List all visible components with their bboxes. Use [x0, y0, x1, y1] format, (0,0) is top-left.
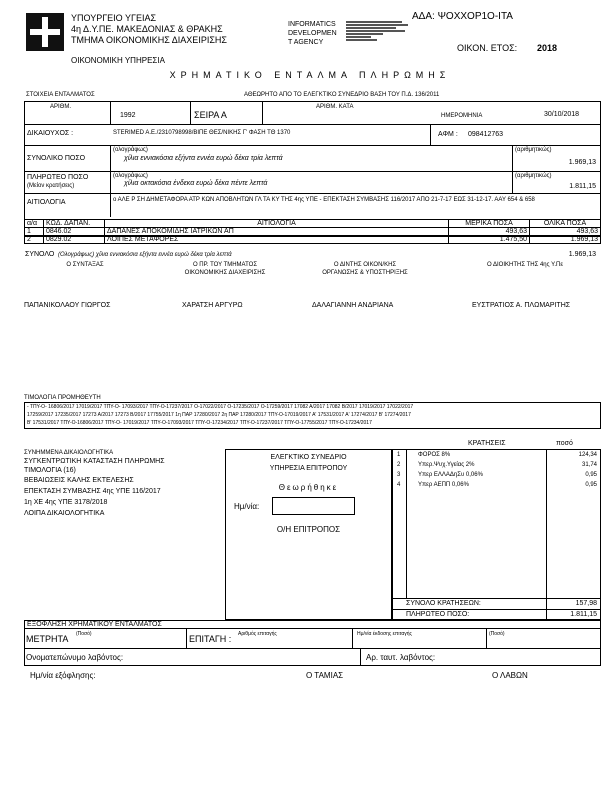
total-words: χίλια εννιακόσια εξήντα εννέα ευρώ δέκα τρία λεπτά [124, 155, 283, 162]
payable-amount: 1.811,15 [569, 183, 596, 190]
deductions-amount-header: ποσό [556, 440, 573, 447]
afm-value: 098412763 [468, 131, 504, 138]
payee-name-label: Ονοματεπώνυμο λαβόντος: [26, 653, 124, 662]
afm-label: ΑΦΜ : [438, 131, 458, 138]
check-amount-label: (Ποσό) [489, 631, 505, 637]
signatory-name: ΧΑΡΑΤΣΗ ΑΡΓΥΡΩ [182, 302, 243, 309]
deduction-number: 3 [397, 472, 401, 478]
ministry-line-1: ΥΠΟΥΡΓΕΙΟ ΥΓΕΙΑΣ [71, 13, 157, 23]
ada-code: ΑΔΑ: ΨΟΧΧΟΡ1Ο-ΙΤΑ [412, 11, 513, 22]
payment-date-label: Ημ/νία εξόφλησης: [30, 671, 96, 680]
date-value: 30/10/2018 [544, 111, 580, 118]
attachment-item: ΣΥΓΚΕΝΤΡΩΤΙΚΗ ΚΑΤΑΣΤΑΣΗ ΠΛΗΡΩΜΗΣ [24, 458, 165, 465]
ministry-line-2: 4η Δ.Υ.ΠΕ. ΜΑΚΕΔΟΝΙΑΣ & ΘΡΑΚΗΣ [71, 24, 223, 34]
attachment-item: ΛΟΙΠΑ ΔΙΚΑΙΟΛΟΓΗΤΙΚΑ [24, 510, 105, 517]
deductions-payable-label: ΠΛΗΡΩΤΕΟ ΠΟΣΟ: [406, 611, 470, 618]
signature-role-2: ΟΡΓΑΝΩΣΗΣ & ΥΠΟΣΤΗΡΙΞΗΣ [322, 270, 408, 276]
total-digits-label: (αριθμητικώς) [515, 147, 552, 153]
header-cell: ΚΩΔ. ΔΑΠΑΝ. [44, 220, 105, 228]
total-words-label: (ολογράφως) [113, 147, 148, 153]
audit-line-3: Θεωρήθηκε [278, 483, 339, 492]
ministry-line-3: ΤΜΗΜΑ ΟΙΚΟΝΟΜΙΚΗΣ ΔΙΑΧΕΙΡΙΣΗΣ [71, 35, 227, 45]
payable-sub-label: (Μείον κρατήσεις) [27, 183, 75, 189]
signatory-name: ΔΑΛΑΓΙΑΝΝΗ ΑΝΔΡΙΑΝΑ [312, 302, 394, 309]
deduction-number: 1 [397, 452, 401, 458]
audit-date-field[interactable] [272, 497, 355, 515]
row-number: 2 [25, 236, 44, 244]
service-name: ΟΙΚΟΝΟΜΙΚΗ ΥΠΗΡΕΣΙΑ [71, 56, 165, 65]
agency-line-2: DEVELOPMEN [288, 30, 337, 37]
deduction-amount: 124,34 [578, 452, 597, 458]
payable-words-label: (ολογράφως) [113, 173, 148, 179]
deduction-name: Υπερ ΕΛΛΑΔηΣυ 0,06% [418, 472, 483, 478]
beneficiary-value: STERIMED A.E./2310798998/ΒΙΠΕ ΘΕΣ/ΝΙΚΗΣ Γ' ΦΑΣΗ ΤΘ 1370 [113, 130, 291, 136]
total-amount: 1.969,13 [568, 159, 596, 166]
deduction-amount: 0,95 [585, 472, 597, 478]
deductions-total: 157,98 [575, 600, 597, 607]
receiver-label: Ο ΛΑΒΩΝ [492, 671, 528, 680]
expense-lines-table [24, 219, 601, 244]
row-partial: 1.475,50 [449, 236, 530, 244]
signature-role: Ο ΣΥΝΤΑΞΑΣ [66, 262, 104, 268]
reason-label: ΑΙΤΙΟΛΟΓΙΑ [27, 199, 66, 206]
deduction-name: Υπερ ΑΕΠΠ 0,06% [418, 482, 469, 488]
row-code: 0846.02 [44, 228, 105, 236]
deduction-amount: 0,95 [585, 482, 597, 488]
deduction-number: 4 [397, 482, 401, 488]
date-label: ΗΜΕΡΟΜΗΝΙΑ [441, 113, 483, 119]
header-cell: ΟΛΙΚΑ ΠΟΣΑ [530, 220, 601, 228]
invoice-line: - ΤΠΥ-Ο- 16806/2017 17019/2017 ΤΠΥ-Ο- 17093/2017 ΤΠΥ-Ο-17237/2017 Ο-17022/2017 Ο-17235/2017 Ο-17259/2017 17082 Α/2017 17082 Β/2017 17019/2017 17022/2017 [27, 404, 414, 410]
settlement-title: ΕΞΟΦΛΗΣΗ ΧΡΗΜΑΤΙΚΟΥ ΕΝΤΑΛΜΑΤΟΣ [27, 621, 162, 628]
deductions-header: ΚΡΑΤΗΣΕΙΣ [468, 440, 506, 447]
table-row [25, 236, 601, 244]
signatory-name: ΕΥΣΤΡΑΤΙΟΣ Α. ΠΛΩΜΑΡΙΤΗΣ [472, 302, 571, 309]
signature-role: Ο ΔΙΝΤΗΣ ΟΙΚΟΝ/ΚΗΣ [333, 262, 397, 268]
sum-words: (Ολογράφως) χίλια εννιακόσια εξήντα εννέα ευρώ δέκα τρία λεπτά [58, 252, 232, 258]
exemption-note: ΑΘΕΩΡΗΤΟ ΑΠΟ ΤΟ ΕΛΕΓΚΤΙΚΟ ΣΥΝΕΔΡΙΟ ΒΑΣΗ ΤΟΥ Π.Δ. 136/2011 [244, 92, 440, 98]
deductions-total-label: ΣΥΝΟΛΟ ΚΡΑΤΗΣΕΩΝ: [406, 600, 481, 607]
deduction-number: 2 [397, 462, 401, 468]
table-row [25, 228, 601, 236]
number-label: ΑΡΙΘΜ. [50, 104, 72, 110]
payable-words: χίλια οκτακόσια ένδεκα ευρώ δέκα πέντε λεπτά [124, 180, 268, 187]
document-title: ΧΡΗΜΑΤΙΚΟ ΕΝΤΑΛΜΑ ΠΛΗΡΩΜΗΣ [169, 70, 451, 80]
sum-label: ΣΥΝΟΛΟ [25, 251, 55, 258]
sum-amount: 1.969,13 [568, 251, 596, 258]
total-amount-label: ΣΥΝΟΛΙΚΟ ΠΟΣΟ [27, 155, 86, 162]
audit-line-2: ΥΠΗΡΕΣΙΑ ΕΠΙΤΡΟΠΟΥ [269, 465, 348, 472]
table-header-row [25, 220, 601, 228]
invoice-line: Β' 17531/2017 ΤΠΥ-Ο-16806/2017 ΤΠΥ-Ο- 17019/2017 ΤΠΥ-Ο-17093/2017 ΤΠΥ-Ο-17234/2017 ΤΠΥ-Ο-17237/2017 ΤΠΥ-Ο-17755/2017 ΤΠΥ-Ο-17234/2017 [27, 420, 372, 426]
row-total: 1.969,13 [530, 236, 601, 244]
deduction-amount: 31,74 [581, 462, 597, 468]
attachment-item: ΣΥΝΗΜΜΕΝΑ ΔΙΚΑΙΟΛΟΓΗΤΙΚΑ [24, 450, 114, 456]
series-value: ΣΕΙΡΑ Α [194, 110, 227, 120]
invoice-line: 17259/2017 17235/2017 17273 Α/2017 17273 Β/2017 17755/2017 1η ΠΑΡ 17280/2017 2η ΠΑΡ 17280/2017 ΤΠΥ-Ο-17019/2017 Α' 17531/2017 Α' 17274/2017 Β' 17274/2017 [27, 412, 411, 418]
deduction-name: Υπερ.Ψυχ.Υγείας 2% [418, 462, 475, 468]
agency-line-1: INFORMATICS [288, 21, 336, 28]
payable-label: ΠΛΗΡΩΤΕΟ ΠΟΣΟ [27, 174, 89, 181]
fiscal-year-label: ΟΙΚΟΝ. ΕΤΟΣ: [457, 43, 518, 53]
reason-text: ο ΑΛΕ Ρ ΣΗ ΔΗΜΕΤΑΦΟΡΑ ΑΤΡ ΚΩΝ ΑΠΟΒΛΗΤΩΝ ΓΛ ΤΑ ΚΥ ΤΗΣ 4ης ΥΠΕ - ΕΠΕΚΤΑΣΗ ΣΥΜΒΑΣΗΣ 116/2017 ΑΠΟ 21-7-17 ΕΩΣ 31-12-17. ΑΑΥ 654 & 658 [113, 197, 535, 203]
header-cell: ΜΕΡΙΚΑ ΠΟΣΑ [449, 220, 530, 228]
header-cell: ΑΙΤΙΟΛΟΓΙΑ [105, 220, 449, 228]
check-number-label: Αριθμός επιταγής [238, 631, 277, 637]
payee-id-label: Αρ. ταυτ. λαβόντος: [366, 653, 436, 662]
attachment-item: 1η ΧΕ 4ης ΥΠΕ 3178/2018 [24, 499, 108, 506]
row-description: ΔΑΠΑΝΕΣ ΑΠΟΚΟΜΙΔΗΣ ΙΑΤΡΙΚΩΝ ΑΠ [105, 228, 449, 236]
cash-label: ΜΕΤΡΗΤΑ [26, 634, 69, 644]
fiscal-year: 2018 [537, 43, 558, 53]
sequence-label: ΑΡΙΘΜ. ΚΑΤΑ [316, 104, 354, 110]
invoices-label: ΤΙΜΟΛΟΓΙΑ ΠΡΟΜΗΘΕΥΤΗ [24, 395, 101, 401]
row-number: 1 [25, 228, 44, 236]
signature-role: Ο ΔΙΟΙΚΗΤΗΣ ΤΗΣ 4ης Υ.Πε [486, 262, 564, 268]
attachment-item: ΕΠΕΚΤΑΣΗ ΣΥΜΒΑΣΗΣ 4ης ΥΠΕ 116/2017 [24, 488, 161, 495]
attachment-item: ΤΙΜΟΛΟΓΙΑ (16) [24, 467, 76, 474]
row-code: 0829.02 [44, 236, 105, 244]
cash-amount-label: (Ποσό) [76, 631, 92, 637]
deduction-name: ΦΟΡΟΣ 8% [418, 452, 451, 458]
row-description: ΛΟΙΠΕΣ ΜΕΤΑΦΟΡΕΣ [105, 236, 449, 244]
signature-role-2: ΟΙΚΟΝΟΜΙΚΗΣ ΔΙΑΧΕΙΡΙΣΗΣ [184, 270, 266, 276]
audit-line-1: ΕΛΕΓΚΤΙΚΟ ΣΥΝΕΔΡΙΟ [270, 454, 347, 461]
deductions-payable: 1.811,15 [570, 611, 597, 618]
audit-box [225, 449, 392, 620]
check-date-label: Ημ/νία έκδοσης επιταγής [357, 631, 412, 637]
number-value: 1992 [120, 112, 136, 119]
row-total: 493,63 [530, 228, 601, 236]
section-label: ΣΤΟΙΧΕΙΑ ΕΝΤΑΛΜΑΤΟΣ [26, 92, 95, 98]
attachment-item: ΒΕΒΑΙΩΣΕΙΣ ΚΑΛΗΣ ΕΚΤΕΛΕΣΗΣ [24, 477, 134, 484]
header-cell: α/α [25, 220, 44, 228]
beneficiary-label: ΔΙΚΑΙΟΥΧΟΣ : [27, 130, 74, 137]
check-label: ΕΠΙΤΑΓΗ : [189, 634, 232, 644]
row-partial: 493,63 [449, 228, 530, 236]
agency-line-3: T AGENCY [288, 39, 324, 46]
digital-signature-block [346, 20, 408, 46]
cashier-label: Ο ΤΑΜΙΑΣ [306, 671, 344, 680]
audit-date-label: Ημ/νία: [234, 502, 260, 511]
signature-role: Ο ΠΡ. ΤΟΥ ΤΜΗΜΑΤΟΣ [192, 262, 258, 268]
payable-digits-label: (αριθμητικώς) [515, 173, 552, 179]
ministry-logo [26, 13, 64, 51]
audit-committee: Ο/Η ΕΠΙΤΡΟΠΟΣ [276, 525, 341, 534]
signatory-name: ΠΑΠΑΝΙΚΟΛΑΟΥ ΓΙΩΡΓΟΣ [24, 302, 111, 309]
